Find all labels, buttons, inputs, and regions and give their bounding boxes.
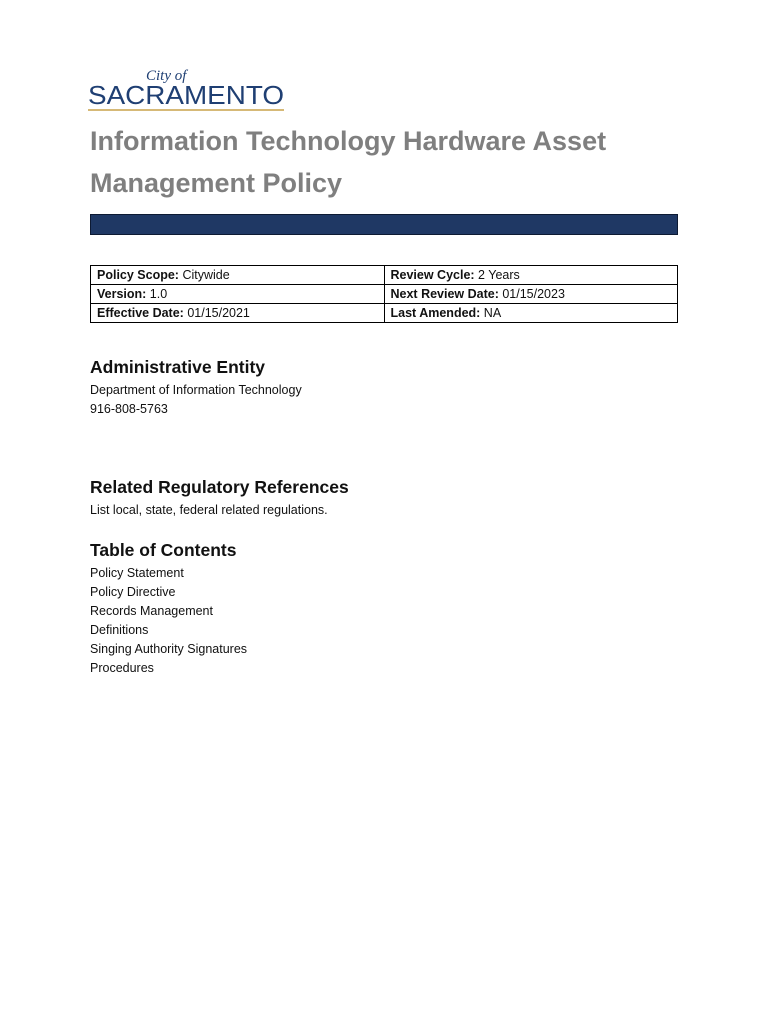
logo-small-text: City of (146, 68, 187, 84)
title-banner (90, 214, 678, 235)
regulatory-references-text: List local, state, federal related regulations. (90, 503, 328, 517)
version-value: 1.0 (146, 287, 168, 301)
version-cell (91, 285, 385, 304)
next-review-date-value: 01/15/2023 (498, 287, 565, 301)
effective-date-cell (91, 304, 385, 323)
last-amended-cell (384, 304, 678, 323)
table-row (91, 266, 678, 285)
list-item: Singing Authority Signatures (90, 642, 248, 656)
list-item: Policy Directive (90, 585, 176, 599)
table-of-contents-list (90, 564, 247, 678)
policy-scope-value: Citywide (178, 268, 230, 282)
regulatory-references-heading: Related Regulatory References (90, 477, 349, 497)
effective-date-value: 01/15/2021 (183, 306, 250, 320)
review-cycle-value: 2 Years (474, 268, 520, 282)
policy-meta-table (90, 265, 678, 323)
list-item: Definitions (90, 623, 149, 637)
department-name: Department of Information Technology (90, 383, 302, 397)
effective-date-label: Effective Date: (97, 306, 184, 320)
version-label: Version: (97, 287, 147, 301)
table-row (91, 285, 678, 304)
review-cycle-label: Review Cycle: (390, 268, 475, 282)
policy-scope-cell (91, 266, 385, 285)
last-amended-value: NA (480, 306, 502, 320)
administrative-entity-heading: Administrative Entity (90, 357, 266, 377)
table-of-contents-heading: Table of Contents (90, 540, 237, 560)
title-line-2: Management Policy (90, 168, 343, 198)
city-of-sacramento-logo (80, 58, 292, 116)
logo-large-text: SACRAMENTO (88, 80, 284, 110)
list-item: Procedures (90, 661, 154, 675)
document-title (90, 120, 690, 204)
list-item: Records Management (90, 604, 213, 618)
table-row (91, 304, 678, 323)
policy-scope-label: Policy Scope: (97, 268, 179, 282)
title-line-1: Information Technology Hardware Asset (90, 126, 607, 156)
department-phone: 916-808-5763 (90, 402, 168, 416)
review-cycle-cell (384, 266, 678, 285)
next-review-date-label: Next Review Date: (390, 287, 499, 301)
last-amended-label: Last Amended: (390, 306, 481, 320)
next-review-date-cell (384, 285, 678, 304)
list-item: Policy Statement (90, 566, 184, 580)
